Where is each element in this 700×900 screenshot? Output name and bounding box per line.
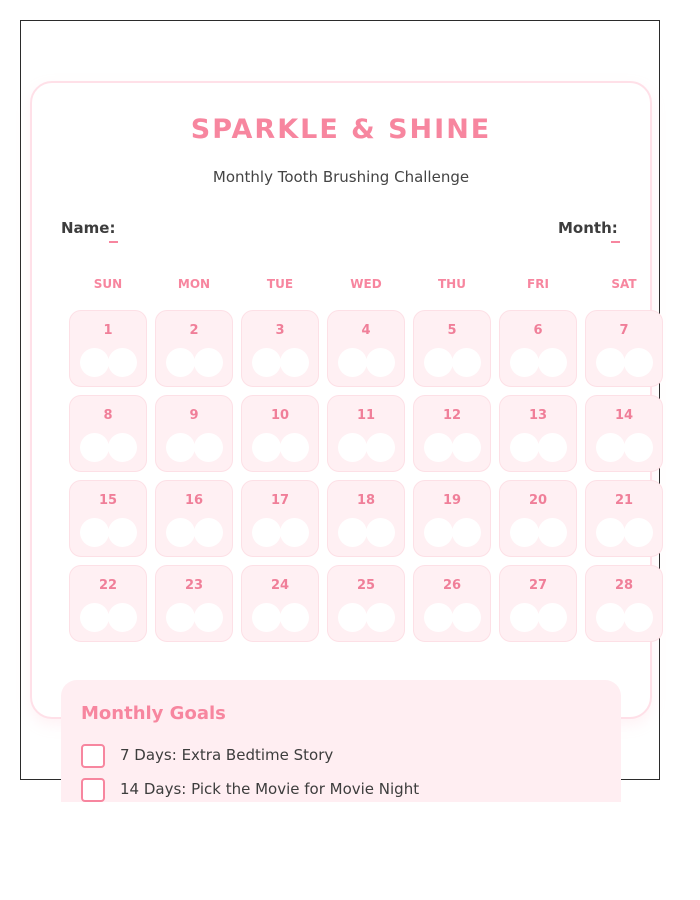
evening-brush-circle[interactable] <box>538 433 567 462</box>
day-number: 19 <box>442 493 462 508</box>
day-number: 24 <box>270 578 290 593</box>
day-cell[interactable] <box>585 480 663 557</box>
evening-brush-circle[interactable] <box>194 433 223 462</box>
month-blank-line <box>611 241 620 243</box>
day-cell[interactable] <box>241 565 319 642</box>
evening-brush-circle[interactable] <box>280 433 309 462</box>
day-number: 5 <box>447 323 457 338</box>
evening-brush-circle[interactable] <box>538 518 567 547</box>
day-cell[interactable] <box>241 310 319 387</box>
day-number: 9 <box>189 408 199 423</box>
day-cell[interactable] <box>327 480 405 557</box>
goal-checkbox[interactable] <box>81 744 105 768</box>
day-cell[interactable] <box>499 480 577 557</box>
evening-brush-circle[interactable] <box>280 348 309 377</box>
morning-brush-circle[interactable] <box>338 348 367 377</box>
day-number: 3 <box>275 323 285 338</box>
evening-brush-circle[interactable] <box>452 433 481 462</box>
evening-brush-circle[interactable] <box>108 603 137 632</box>
morning-brush-circle[interactable] <box>596 348 625 377</box>
day-cell[interactable] <box>241 395 319 472</box>
day-number: 8 <box>103 408 113 423</box>
day-number: 13 <box>528 408 548 423</box>
morning-brush-circle[interactable] <box>338 433 367 462</box>
day-cell[interactable] <box>327 565 405 642</box>
morning-brush-circle[interactable] <box>596 518 625 547</box>
page-title: SPARKLE & SHINE <box>190 114 492 145</box>
morning-brush-circle[interactable] <box>338 603 367 632</box>
name-field[interactable] <box>61 219 115 237</box>
weekday-fri: FRI <box>527 277 549 291</box>
evening-brush-circle[interactable] <box>452 348 481 377</box>
goals-title: Monthly Goals <box>81 703 226 724</box>
morning-brush-circle[interactable] <box>80 518 109 547</box>
day-cell[interactable] <box>499 310 577 387</box>
evening-brush-circle[interactable] <box>366 348 395 377</box>
name-blank-line <box>109 241 118 243</box>
day-number: 23 <box>184 578 204 593</box>
day-cell[interactable] <box>499 565 577 642</box>
evening-brush-circle[interactable] <box>108 433 137 462</box>
day-number: 15 <box>98 493 118 508</box>
day-number: 28 <box>614 578 634 593</box>
evening-brush-circle[interactable] <box>366 518 395 547</box>
morning-brush-circle[interactable] <box>166 433 195 462</box>
month-field[interactable] <box>558 219 618 237</box>
goal-label: 7 Days: Extra Bedtime Story <box>120 746 334 764</box>
day-number: 14 <box>614 408 634 423</box>
evening-brush-circle[interactable] <box>108 348 137 377</box>
morning-brush-circle[interactable] <box>252 518 281 547</box>
day-number: 21 <box>614 493 634 508</box>
morning-brush-circle[interactable] <box>424 433 453 462</box>
day-cell[interactable] <box>69 395 147 472</box>
day-cell[interactable] <box>69 480 147 557</box>
evening-brush-circle[interactable] <box>280 518 309 547</box>
day-cell[interactable] <box>413 310 491 387</box>
morning-brush-circle[interactable] <box>596 603 625 632</box>
day-cell[interactable] <box>155 565 233 642</box>
day-number: 17 <box>270 493 290 508</box>
day-number: 22 <box>98 578 118 593</box>
morning-brush-circle[interactable] <box>510 603 539 632</box>
day-cell[interactable] <box>241 480 319 557</box>
day-number: 7 <box>619 323 629 338</box>
day-number: 1 <box>103 323 113 338</box>
evening-brush-circle[interactable] <box>280 603 309 632</box>
evening-brush-circle[interactable] <box>624 433 653 462</box>
day-number: 10 <box>270 408 290 423</box>
day-cell[interactable] <box>413 395 491 472</box>
day-cell[interactable] <box>327 310 405 387</box>
evening-brush-circle[interactable] <box>366 603 395 632</box>
goal-checkbox[interactable] <box>81 778 105 802</box>
evening-brush-circle[interactable] <box>538 348 567 377</box>
morning-brush-circle[interactable] <box>252 603 281 632</box>
evening-brush-circle[interactable] <box>194 518 223 547</box>
day-cell[interactable] <box>69 565 147 642</box>
morning-brush-circle[interactable] <box>252 433 281 462</box>
day-number: 12 <box>442 408 462 423</box>
weekday-mon: MON <box>177 277 211 291</box>
page-subtitle: Monthly Tooth Brushing Challenge <box>212 168 470 186</box>
weekday-wed: WED <box>350 277 382 291</box>
day-number: 25 <box>356 578 376 593</box>
morning-brush-circle[interactable] <box>510 433 539 462</box>
day-cell[interactable] <box>155 395 233 472</box>
evening-brush-circle[interactable] <box>366 433 395 462</box>
weekday-sat: SAT <box>611 277 637 291</box>
day-number: 18 <box>356 493 376 508</box>
day-cell[interactable] <box>585 395 663 472</box>
day-cell[interactable] <box>585 310 663 387</box>
day-number: 4 <box>361 323 371 338</box>
morning-brush-circle[interactable] <box>596 433 625 462</box>
monthly-goals-panel <box>61 680 621 802</box>
evening-brush-circle[interactable] <box>108 518 137 547</box>
evening-brush-circle[interactable] <box>452 603 481 632</box>
evening-brush-circle[interactable] <box>624 518 653 547</box>
day-cell[interactable] <box>69 310 147 387</box>
month-label: Month: <box>558 219 618 237</box>
day-number: 20 <box>528 493 548 508</box>
name-label: Name: <box>61 219 116 237</box>
day-number: 11 <box>356 408 376 423</box>
morning-brush-circle[interactable] <box>166 603 195 632</box>
morning-brush-circle[interactable] <box>252 348 281 377</box>
day-cell[interactable] <box>413 480 491 557</box>
morning-brush-circle[interactable] <box>166 348 195 377</box>
morning-brush-circle[interactable] <box>510 348 539 377</box>
weekday-thu: THU <box>438 277 466 291</box>
day-number: 6 <box>533 323 543 338</box>
morning-brush-circle[interactable] <box>80 348 109 377</box>
evening-brush-circle[interactable] <box>452 518 481 547</box>
morning-brush-circle[interactable] <box>424 518 453 547</box>
day-number: 16 <box>184 493 204 508</box>
evening-brush-circle[interactable] <box>538 603 567 632</box>
day-cell[interactable] <box>327 395 405 472</box>
morning-brush-circle[interactable] <box>424 348 453 377</box>
evening-brush-circle[interactable] <box>624 348 653 377</box>
evening-brush-circle[interactable] <box>624 603 653 632</box>
weekday-sun: SUN <box>93 277 123 291</box>
evening-brush-circle[interactable] <box>194 603 223 632</box>
morning-brush-circle[interactable] <box>80 603 109 632</box>
morning-brush-circle[interactable] <box>338 518 367 547</box>
day-cell[interactable] <box>155 310 233 387</box>
goal-label: 14 Days: Pick the Movie for Movie Night <box>120 780 420 798</box>
day-cell[interactable] <box>413 565 491 642</box>
day-number: 27 <box>528 578 548 593</box>
morning-brush-circle[interactable] <box>424 603 453 632</box>
evening-brush-circle[interactable] <box>194 348 223 377</box>
day-cell[interactable] <box>585 565 663 642</box>
morning-brush-circle[interactable] <box>80 433 109 462</box>
morning-brush-circle[interactable] <box>510 518 539 547</box>
day-number: 26 <box>442 578 462 593</box>
weekday-tue: TUE <box>266 277 294 291</box>
day-cell[interactable] <box>155 480 233 557</box>
day-cell[interactable] <box>499 395 577 472</box>
morning-brush-circle[interactable] <box>166 518 195 547</box>
day-number: 2 <box>189 323 199 338</box>
